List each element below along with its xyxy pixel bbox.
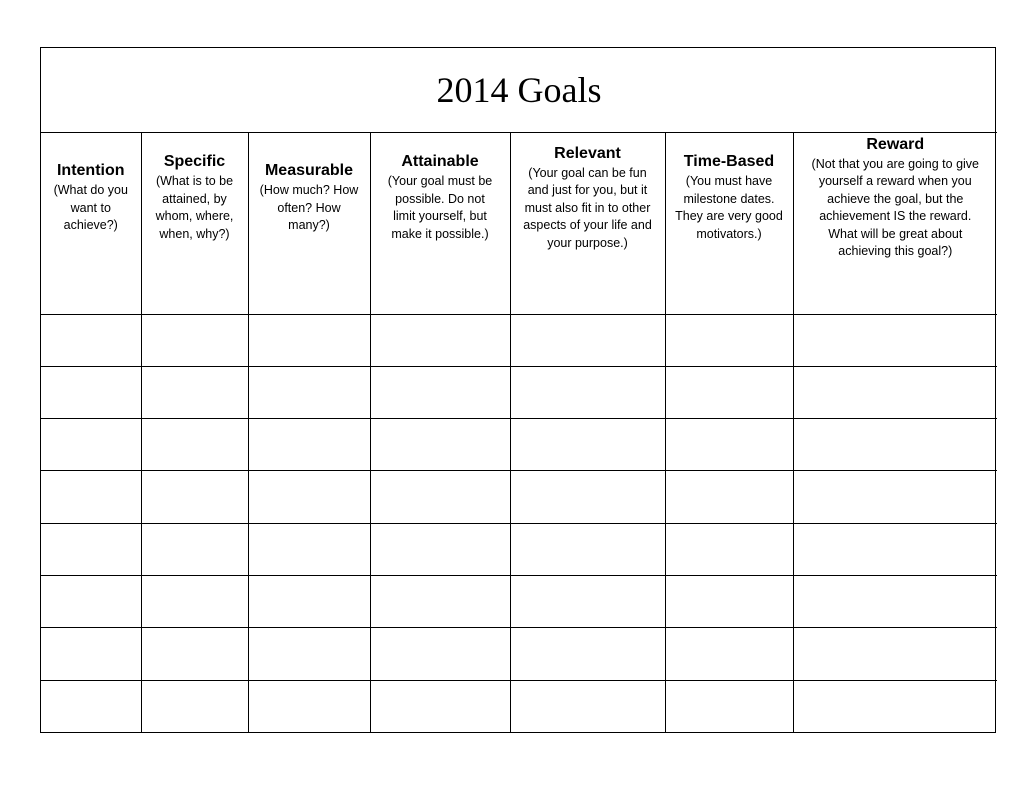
table-row bbox=[41, 366, 997, 418]
cell-reward[interactable] bbox=[793, 366, 997, 418]
cell-time-based[interactable] bbox=[665, 523, 793, 575]
cell-measurable[interactable] bbox=[248, 576, 370, 628]
cell-relevant[interactable] bbox=[510, 314, 665, 366]
cell-measurable[interactable] bbox=[248, 262, 370, 314]
cell-specific[interactable] bbox=[141, 262, 248, 314]
cell-specific[interactable] bbox=[141, 419, 248, 471]
desc-line: (How much? How bbox=[259, 183, 359, 198]
cell-time-based[interactable] bbox=[665, 680, 793, 732]
cell-relevant[interactable] bbox=[510, 471, 665, 523]
cell-intention[interactable] bbox=[41, 366, 141, 418]
cell-time-based[interactable] bbox=[665, 419, 793, 471]
cell-specific[interactable] bbox=[141, 628, 248, 680]
cell-reward[interactable] bbox=[793, 680, 997, 732]
desc-line: They are very good bbox=[675, 209, 783, 224]
cell-reward[interactable] bbox=[793, 523, 997, 575]
header-reward bbox=[793, 133, 997, 262]
desc-line: milestone dates. bbox=[683, 191, 775, 206]
column-description bbox=[511, 165, 665, 253]
cell-time-based[interactable] bbox=[665, 366, 793, 418]
cell-reward[interactable] bbox=[793, 576, 997, 628]
cell-attainable[interactable] bbox=[370, 576, 510, 628]
desc-line: want to bbox=[70, 200, 111, 215]
desc-line: (What do you bbox=[53, 183, 128, 198]
column-title: Attainable bbox=[401, 153, 479, 171]
column-description bbox=[371, 173, 510, 243]
desc-line: must also fit in to other bbox=[524, 200, 651, 215]
desc-line: What will be great about bbox=[828, 226, 963, 241]
column-description bbox=[142, 173, 248, 243]
cell-time-based[interactable] bbox=[665, 262, 793, 314]
desc-line: your purpose.) bbox=[547, 235, 628, 250]
table-row bbox=[41, 419, 997, 471]
cell-time-based[interactable] bbox=[665, 576, 793, 628]
desc-line: achieve?) bbox=[63, 218, 118, 233]
column-title: Relevant bbox=[554, 144, 621, 162]
desc-line: whom, where, bbox=[155, 209, 234, 224]
goals-table bbox=[41, 48, 997, 732]
cell-attainable[interactable] bbox=[370, 628, 510, 680]
column-description bbox=[41, 182, 141, 235]
desc-line: achievement IS the reward. bbox=[819, 209, 972, 224]
table-row bbox=[41, 628, 997, 680]
cell-specific[interactable] bbox=[141, 471, 248, 523]
column-description bbox=[666, 173, 793, 243]
cell-measurable[interactable] bbox=[248, 680, 370, 732]
header-measurable bbox=[248, 133, 370, 262]
cell-attainable[interactable] bbox=[370, 262, 510, 314]
desc-line: aspects of your life and bbox=[523, 218, 652, 233]
column-title: Specific bbox=[163, 153, 226, 171]
desc-line: (Your goal must be bbox=[387, 174, 493, 189]
desc-line: often? How bbox=[277, 200, 341, 215]
cell-relevant[interactable] bbox=[510, 419, 665, 471]
cell-intention[interactable] bbox=[41, 314, 141, 366]
column-title: Intention bbox=[56, 162, 125, 180]
desc-line: (What is to be bbox=[155, 174, 234, 189]
header-attainable bbox=[370, 133, 510, 262]
header-time-based bbox=[665, 133, 793, 262]
cell-reward[interactable] bbox=[793, 262, 997, 314]
cell-specific[interactable] bbox=[141, 680, 248, 732]
header-specific bbox=[141, 133, 248, 262]
cell-measurable[interactable] bbox=[248, 366, 370, 418]
cell-reward[interactable] bbox=[793, 471, 997, 523]
cell-relevant[interactable] bbox=[510, 366, 665, 418]
table-row bbox=[41, 576, 997, 628]
desc-line: yourself a reward when you bbox=[818, 174, 972, 189]
cell-intention[interactable] bbox=[41, 523, 141, 575]
desc-line: and just for you, but it bbox=[527, 183, 648, 198]
cell-intention[interactable] bbox=[41, 628, 141, 680]
column-title: Reward bbox=[866, 135, 925, 153]
cell-measurable[interactable] bbox=[248, 471, 370, 523]
cell-measurable[interactable] bbox=[248, 314, 370, 366]
column-title: Time-Based bbox=[683, 153, 775, 171]
cell-intention[interactable] bbox=[41, 680, 141, 732]
cell-measurable[interactable] bbox=[248, 419, 370, 471]
column-header-row bbox=[41, 133, 997, 262]
column-description bbox=[249, 182, 370, 235]
cell-relevant[interactable] bbox=[510, 628, 665, 680]
desc-line: (You must have bbox=[685, 174, 773, 189]
desc-line: when, why?) bbox=[159, 226, 230, 241]
cell-measurable[interactable] bbox=[248, 523, 370, 575]
desc-line: possible. Do not bbox=[395, 191, 485, 206]
cell-relevant[interactable] bbox=[510, 523, 665, 575]
header-intention bbox=[41, 133, 141, 262]
cell-measurable[interactable] bbox=[248, 628, 370, 680]
cell-relevant[interactable] bbox=[510, 576, 665, 628]
desc-line: make it possible.) bbox=[391, 226, 489, 241]
desc-line: achieving this goal?) bbox=[838, 244, 953, 259]
desc-line: achieve the goal, but the bbox=[827, 191, 964, 206]
cell-time-based[interactable] bbox=[665, 471, 793, 523]
desc-line: limit yourself, but bbox=[393, 209, 487, 224]
goals-worksheet bbox=[40, 47, 996, 733]
cell-intention[interactable] bbox=[41, 419, 141, 471]
cell-reward[interactable] bbox=[793, 628, 997, 680]
cell-specific[interactable] bbox=[141, 523, 248, 575]
cell-reward[interactable] bbox=[793, 419, 997, 471]
cell-specific[interactable] bbox=[141, 314, 248, 366]
column-description bbox=[794, 156, 998, 261]
cell-time-based[interactable] bbox=[665, 628, 793, 680]
cell-specific[interactable] bbox=[141, 366, 248, 418]
desc-line: motivators.) bbox=[696, 226, 762, 241]
table-row bbox=[41, 680, 997, 732]
cell-attainable[interactable] bbox=[370, 471, 510, 523]
cell-relevant[interactable] bbox=[510, 680, 665, 732]
cell-reward[interactable] bbox=[793, 314, 997, 366]
cell-time-based[interactable] bbox=[665, 314, 793, 366]
header-relevant bbox=[510, 133, 665, 262]
desc-line: (Not that you are going to give bbox=[811, 156, 980, 171]
table-row bbox=[41, 471, 997, 523]
cell-attainable[interactable] bbox=[370, 680, 510, 732]
desc-line: many?) bbox=[288, 218, 330, 233]
cell-attainable[interactable] bbox=[370, 314, 510, 366]
cell-intention[interactable] bbox=[41, 471, 141, 523]
cell-attainable[interactable] bbox=[370, 523, 510, 575]
cell-relevant[interactable] bbox=[510, 262, 665, 314]
desc-line: (Your goal can be fun bbox=[528, 165, 647, 180]
cell-specific[interactable] bbox=[141, 576, 248, 628]
table-row bbox=[41, 314, 997, 366]
column-title: Measurable bbox=[264, 162, 354, 180]
page-title: 2014 Goals bbox=[41, 48, 997, 133]
table-row bbox=[41, 523, 997, 575]
cell-attainable[interactable] bbox=[370, 419, 510, 471]
desc-line: attained, by bbox=[162, 191, 227, 206]
table-row bbox=[41, 262, 997, 314]
cell-intention[interactable] bbox=[41, 262, 141, 314]
goal-rows bbox=[41, 262, 997, 732]
cell-attainable[interactable] bbox=[370, 366, 510, 418]
cell-intention[interactable] bbox=[41, 576, 141, 628]
